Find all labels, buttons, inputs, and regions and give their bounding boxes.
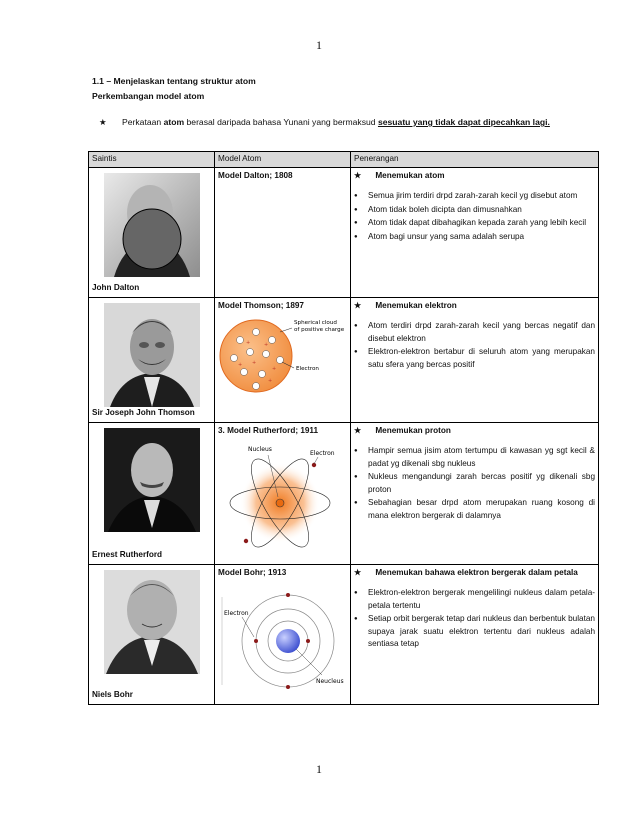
description-cell bbox=[351, 167, 599, 297]
scientist-cell bbox=[89, 167, 215, 297]
list-item: ● Elektron-elektron bertabur di seluruh atom yang merupakan satu sfera yang bercas positif bbox=[354, 346, 595, 371]
diagram-label: of positive charge bbox=[294, 327, 345, 333]
table-row bbox=[89, 422, 599, 564]
svg-text:+: + bbox=[246, 340, 251, 346]
description-cell bbox=[351, 564, 599, 704]
star-bullet-icon: ★ bbox=[354, 425, 362, 435]
intro-paragraph: ★ Perkataan atom berasal daripada bahasa Yunani yang bermaksud sesuatu yang tidak dapat dipecahkan lagi. bbox=[92, 115, 562, 130]
section-heading bbox=[92, 74, 256, 104]
discovery-headline: Menemukan bahawa elektron bergerak dalam petala bbox=[375, 567, 578, 577]
model-title: Model Thomson; 1897 bbox=[218, 300, 304, 310]
star-bullet-icon: ★ bbox=[354, 567, 362, 577]
scientist-cell bbox=[89, 297, 215, 422]
thomson-plum-pudding-diagram bbox=[218, 312, 346, 398]
diagram-label: Neucleus bbox=[316, 678, 344, 685]
model-cell bbox=[215, 297, 351, 422]
star-bullet-icon: ★ bbox=[354, 300, 362, 310]
header-saintis: Saintis bbox=[89, 152, 215, 168]
portrait-bohr-photo bbox=[104, 570, 200, 674]
heading-line-1: 1.1 – Menjelaskan tentang struktur atom bbox=[92, 76, 256, 86]
diagram-label: Electron bbox=[296, 366, 319, 372]
svg-text:+: + bbox=[252, 360, 257, 366]
scientist-cell bbox=[89, 422, 215, 564]
table-header-row bbox=[89, 152, 599, 168]
svg-text:+: + bbox=[238, 362, 243, 368]
model-cell bbox=[215, 422, 351, 564]
list-item: ● Nukleus mengandungi zarah bercas positif yg dikenali sbg proton bbox=[354, 471, 595, 496]
list-item: ● Atom bagi unsur yang sama adalah serupa bbox=[354, 231, 595, 244]
list-item: ● Atom tidak dapat dibahagikan kepada zarah yang lebih kecil bbox=[354, 217, 595, 230]
model-cell bbox=[215, 167, 351, 297]
heading-line-2: Perkembangan model atom bbox=[92, 91, 205, 101]
scientist-name: Sir Joseph John Thomson bbox=[92, 408, 195, 417]
scientist-cell bbox=[89, 564, 215, 704]
list-item: ● Semua jirim terdiri drpd zarah-zarah kecil yg disebut atom bbox=[354, 190, 595, 203]
discovery-headline: Menemukan elektron bbox=[375, 300, 457, 310]
diagram-label: Electron bbox=[310, 450, 335, 457]
star-bullet-icon: ★ bbox=[99, 117, 107, 127]
header-model-atom: Model Atom bbox=[215, 152, 351, 168]
scientist-name: John Dalton bbox=[92, 283, 140, 292]
table-row bbox=[89, 564, 599, 704]
scientist-name: Ernest Rutherford bbox=[92, 550, 163, 559]
page-number-bottom: 1 bbox=[316, 762, 322, 776]
portrait-thomson-photo bbox=[104, 303, 200, 407]
svg-text:+: + bbox=[268, 378, 273, 384]
portrait-dalton-photo bbox=[104, 173, 200, 277]
list-item: ● Atom terdiri drpd zarah-zarah kecil yang bercas negatif dan disebut elektron bbox=[354, 320, 595, 345]
diagram-label: Spherical cloud bbox=[294, 320, 337, 326]
description-cell bbox=[351, 422, 599, 564]
bohr-shell-diagram bbox=[218, 579, 350, 691]
star-bullet-icon: ★ bbox=[354, 170, 362, 180]
discovery-headline: Menemukan proton bbox=[375, 425, 451, 435]
scientist-name: Niels Bohr bbox=[92, 690, 133, 699]
list-item: ● Hampir semua jisim atom tertumpu di kawasan yg sgt kecil & padat yg dikenali sbg nukleus bbox=[354, 445, 595, 470]
description-cell bbox=[351, 297, 599, 422]
list-item: ● Atom tidak boleh dicipta dan dimusnahkan bbox=[354, 204, 595, 217]
diagram-label: Nucleus bbox=[248, 446, 272, 453]
diagram-label: Electron bbox=[224, 610, 249, 617]
table-row bbox=[89, 297, 599, 422]
header-penerangan: Penerangan bbox=[351, 152, 599, 168]
model-cell bbox=[215, 564, 351, 704]
svg-text:+: + bbox=[272, 366, 277, 372]
list-item: ● Sebahagian besar drpd atom merupakan ruang kosong di mana elektron bergerak di dalamnya bbox=[354, 497, 595, 522]
svg-text:+: + bbox=[264, 342, 269, 348]
list-item: ● Elektron-elektron bergerak mengelilingi nukleus dalam petala-petala tertentu bbox=[354, 587, 595, 612]
portrait-rutherford-photo bbox=[104, 428, 200, 532]
model-title: Model Bohr; 1913 bbox=[218, 567, 287, 577]
list-item: ● Setiap orbit bergerak tetap dari nukleus dan berbentuk bulatan supaya jarak suatu elektron tertentu dari nukleus adalah sentiasa tetap bbox=[354, 613, 595, 651]
table-row bbox=[89, 167, 599, 297]
rutherford-orbit-diagram bbox=[218, 437, 346, 549]
model-title: Model Dalton; 1808 bbox=[218, 170, 293, 180]
atom-model-table bbox=[88, 151, 599, 705]
discovery-headline: Menemukan atom bbox=[375, 170, 445, 180]
model-title: 3. Model Rutherford; 1911 bbox=[218, 425, 319, 435]
page-number-top: 1 bbox=[316, 38, 322, 52]
